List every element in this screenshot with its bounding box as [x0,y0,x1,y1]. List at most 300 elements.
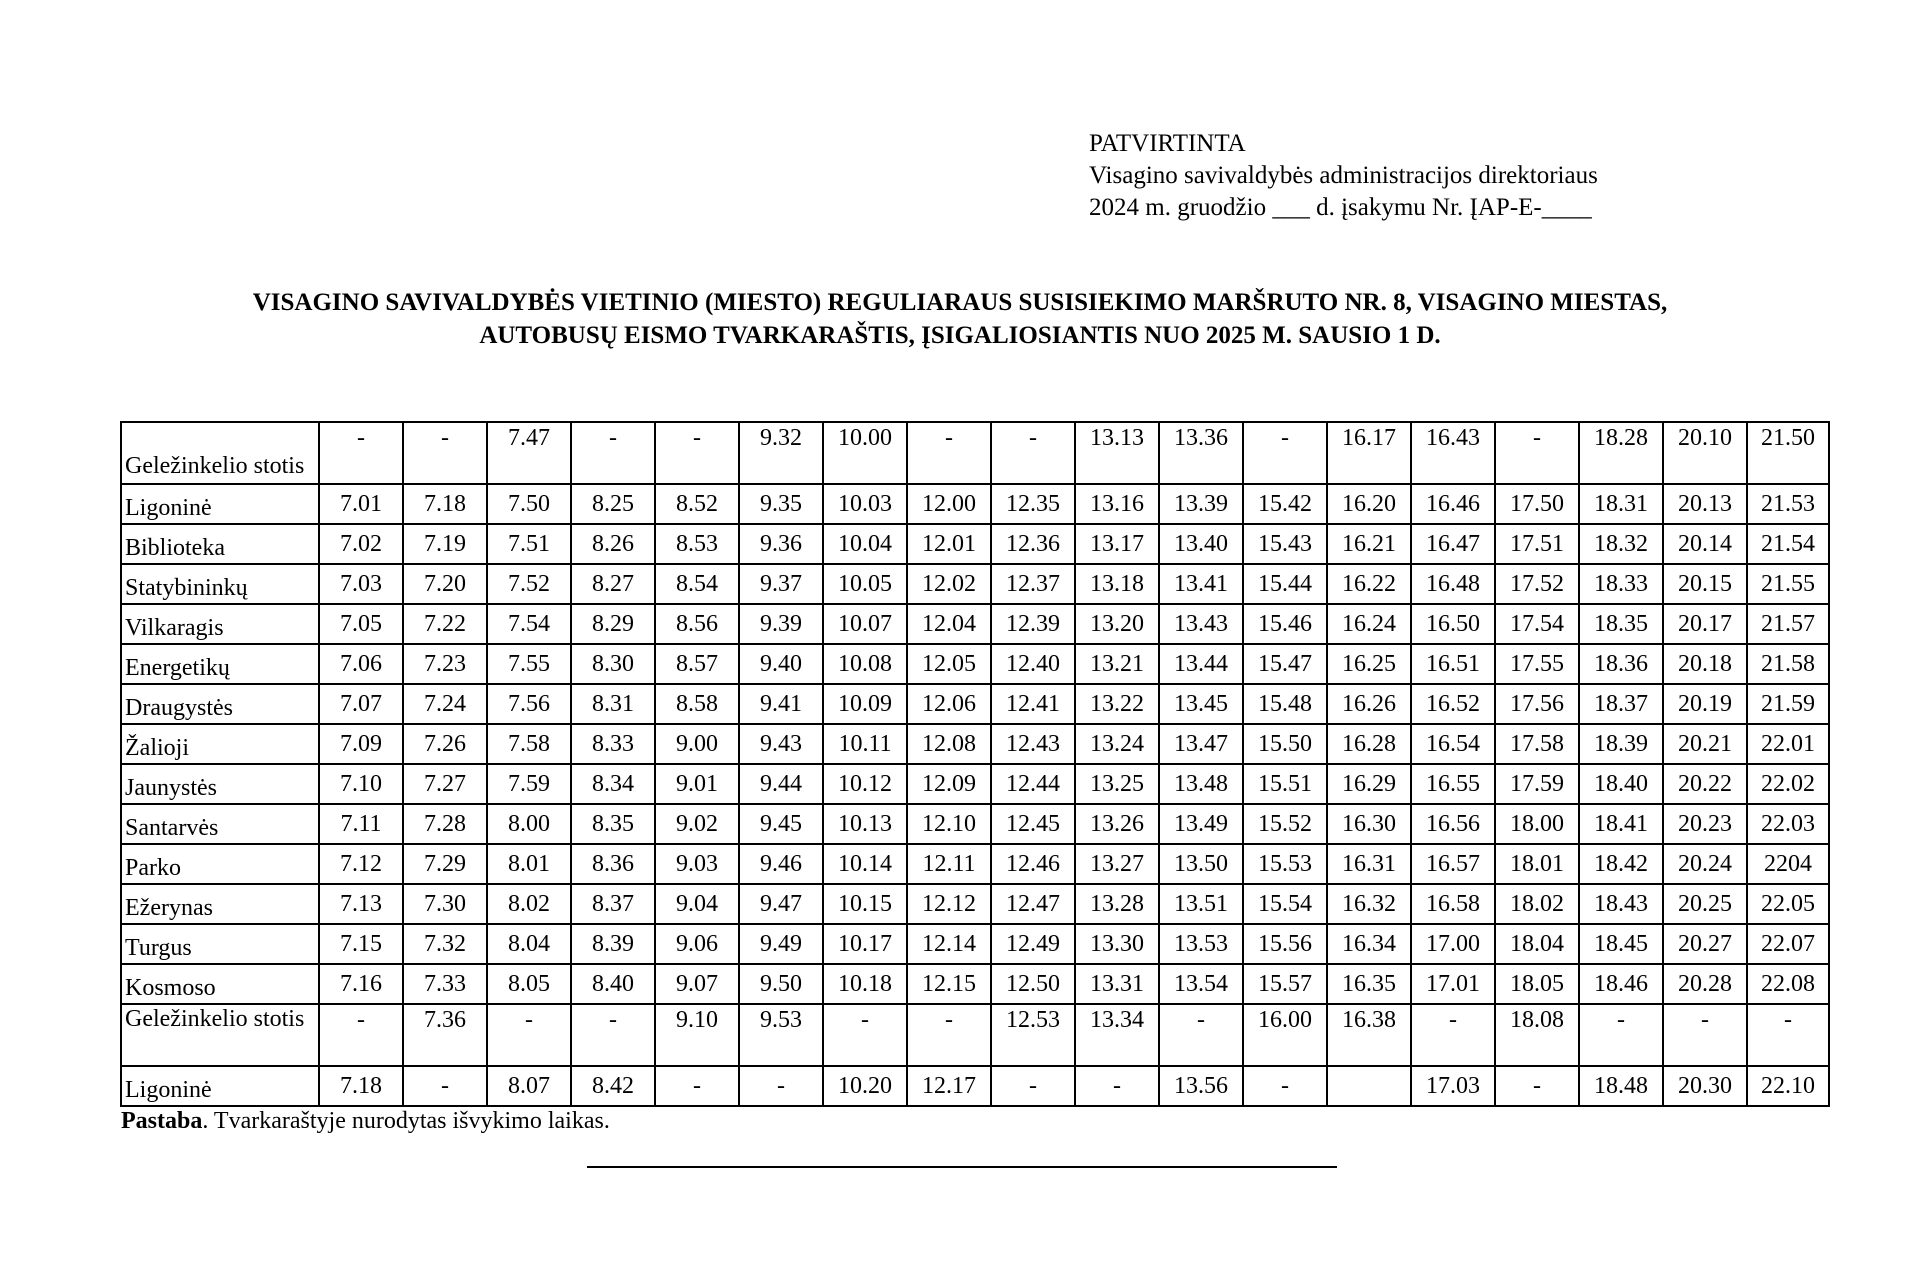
departure-time: 12.01 [907,524,991,564]
departure-time: 7.52 [487,564,571,604]
departure-time: 12.46 [991,844,1075,884]
departure-time: 12.44 [991,764,1075,804]
stop-name: Ežerynas [121,884,319,924]
departure-time: 12.04 [907,604,991,644]
departure-time: - [991,1066,1075,1106]
departure-time: 8.42 [571,1066,655,1106]
departure-time: 9.47 [739,884,823,924]
departure-time: 13.21 [1075,644,1159,684]
departure-time: 22.08 [1747,964,1829,1004]
departure-time: 16.51 [1411,644,1495,684]
departure-time: 7.16 [319,964,403,1004]
departure-time: 7.20 [403,564,487,604]
title-line-2: AUTOBUSŲ EISMO TVARKARAŠTIS, ĮSIGALIOSIANTIS NUO 2025 M. SAUSIO 1 D. [479,322,1441,349]
departure-time: 13.22 [1075,684,1159,724]
departure-time: - [319,1004,403,1066]
note [121,1108,610,1135]
departure-time: 15.57 [1243,964,1327,1004]
departure-time: 7.59 [487,764,571,804]
stop-name: Vilkaragis [121,604,319,644]
departure-time: 7.09 [319,724,403,764]
departure-time: 18.05 [1495,964,1579,1004]
departure-time: 21.50 [1747,422,1829,484]
departure-time: 12.00 [907,484,991,524]
departure-time: 12.12 [907,884,991,924]
departure-time: - [991,422,1075,484]
departure-time [1327,1066,1411,1106]
departure-time: 12.47 [991,884,1075,924]
departure-time: 12.39 [991,604,1075,644]
departure-time: 13.25 [1075,764,1159,804]
departure-time: 12.09 [907,764,991,804]
departure-time: 16.52 [1411,684,1495,724]
stop-name: Žalioji [121,724,319,764]
departure-time: 20.25 [1663,884,1747,924]
departure-time: 16.31 [1327,844,1411,884]
departure-time: 16.56 [1411,804,1495,844]
departure-time: 7.15 [319,924,403,964]
departure-time: 8.57 [655,644,739,684]
departure-time: 18.39 [1579,724,1663,764]
departure-time: 15.43 [1243,524,1327,564]
departure-time: 15.48 [1243,684,1327,724]
departure-time: 8.58 [655,684,739,724]
departure-time: 7.33 [403,964,487,1004]
departure-time: 16.34 [1327,924,1411,964]
departure-time: 7.12 [319,844,403,884]
stop-name: Ligoninė [121,484,319,524]
departure-time: 7.03 [319,564,403,604]
departure-time: 9.00 [655,724,739,764]
departure-time: 20.10 [1663,422,1747,484]
departure-time: 13.43 [1159,604,1243,644]
table-row [121,724,1829,764]
departure-time: 9.44 [739,764,823,804]
departure-time: 8.30 [571,644,655,684]
departure-time: 8.01 [487,844,571,884]
departure-time: 8.33 [571,724,655,764]
departure-time: 18.41 [1579,804,1663,844]
departure-time: 16.58 [1411,884,1495,924]
departure-time: 16.32 [1327,884,1411,924]
departure-time: 17.50 [1495,484,1579,524]
departure-time: 12.41 [991,684,1075,724]
departure-time: 15.44 [1243,564,1327,604]
departure-time: 12.14 [907,924,991,964]
departure-time: 16.00 [1243,1004,1327,1066]
departure-time: 20.28 [1663,964,1747,1004]
departure-time: 18.02 [1495,884,1579,924]
departure-time: 8.52 [655,484,739,524]
departure-time: 9.36 [739,524,823,564]
table-row [121,844,1829,884]
departure-time: 13.17 [1075,524,1159,564]
departure-time: 9.49 [739,924,823,964]
departure-time: 22.07 [1747,924,1829,964]
departure-time: - [739,1066,823,1106]
departure-time: 8.34 [571,764,655,804]
departure-time: - [1411,1004,1495,1066]
departure-time: - [571,422,655,484]
departure-time: 18.08 [1495,1004,1579,1066]
departure-time: 8.54 [655,564,739,604]
departure-time: 20.15 [1663,564,1747,604]
departure-time: 21.58 [1747,644,1829,684]
table-row [121,924,1829,964]
departure-time: 15.47 [1243,644,1327,684]
table-row [121,884,1829,924]
departure-time: - [403,422,487,484]
stop-name: Draugystės [121,684,319,724]
departure-time: 13.18 [1075,564,1159,604]
departure-time: 13.31 [1075,964,1159,1004]
departure-time: 7.32 [403,924,487,964]
table-row [121,764,1829,804]
departure-time: 17.01 [1411,964,1495,1004]
departure-time: 18.37 [1579,684,1663,724]
departure-time: 17.55 [1495,644,1579,684]
departure-time: 18.28 [1579,422,1663,484]
departure-time: 18.35 [1579,604,1663,644]
departure-time: 16.50 [1411,604,1495,644]
departure-time: 16.46 [1411,484,1495,524]
departure-time: 7.36 [403,1004,487,1066]
departure-time: 7.56 [487,684,571,724]
stop-name: Jaunystės [121,764,319,804]
table-row [121,604,1829,644]
departure-time: - [1495,1066,1579,1106]
departure-time: 12.17 [907,1066,991,1106]
departure-time: 7.24 [403,684,487,724]
departure-time: 7.47 [487,422,571,484]
departure-time: 20.24 [1663,844,1747,884]
departure-time: 16.38 [1327,1004,1411,1066]
departure-time: 7.19 [403,524,487,564]
departure-time: 21.55 [1747,564,1829,604]
departure-time: 16.28 [1327,724,1411,764]
departure-time: 7.55 [487,644,571,684]
stop-name: Turgus [121,924,319,964]
departure-time: 15.46 [1243,604,1327,644]
departure-time: 15.56 [1243,924,1327,964]
departure-time: 9.46 [739,844,823,884]
departure-time: 10.13 [823,804,907,844]
departure-time: 8.07 [487,1066,571,1106]
departure-time: 12.37 [991,564,1075,604]
departure-time: 7.28 [403,804,487,844]
departure-time: 18.31 [1579,484,1663,524]
departure-time: 9.03 [655,844,739,884]
departure-time: 10.09 [823,684,907,724]
departure-time: 21.54 [1747,524,1829,564]
departure-time: 18.46 [1579,964,1663,1004]
departure-time: 12.05 [907,644,991,684]
departure-time: - [1243,422,1327,484]
departure-time: 9.02 [655,804,739,844]
departure-time: 13.39 [1159,484,1243,524]
departure-time: 8.25 [571,484,655,524]
departure-time: 7.01 [319,484,403,524]
departure-time: 8.53 [655,524,739,564]
departure-time: 9.39 [739,604,823,644]
departure-time: 21.53 [1747,484,1829,524]
departure-time: 21.59 [1747,684,1829,724]
departure-time: 12.36 [991,524,1075,564]
departure-time: 12.02 [907,564,991,604]
departure-time: 8.31 [571,684,655,724]
departure-time: 15.51 [1243,764,1327,804]
departure-time: 18.01 [1495,844,1579,884]
departure-time: 10.11 [823,724,907,764]
departure-time: 10.03 [823,484,907,524]
stop-name: Ligoninė [121,1066,319,1106]
departure-time: 9.45 [739,804,823,844]
table-row [121,644,1829,684]
departure-time: 7.30 [403,884,487,924]
table-row [121,964,1829,1004]
departure-time: 13.49 [1159,804,1243,844]
departure-time: 12.43 [991,724,1075,764]
departure-time: 9.37 [739,564,823,604]
departure-time: 22.01 [1747,724,1829,764]
departure-time: 8.29 [571,604,655,644]
departure-time: 20.13 [1663,484,1747,524]
departure-time: 7.51 [487,524,571,564]
departure-time: 7.58 [487,724,571,764]
approval-heading: PATVIRTINTA [1089,130,1246,157]
approval-order: 2024 m. gruodžio ___ d. įsakymu Nr. ĮAP-E-____ [1089,194,1592,221]
stop-name: Energetikų [121,644,319,684]
departure-time: 7.06 [319,644,403,684]
departure-time: 13.50 [1159,844,1243,884]
departure-time: 16.20 [1327,484,1411,524]
departure-time: 10.14 [823,844,907,884]
table-row [121,484,1829,524]
departure-time: 13.54 [1159,964,1243,1004]
departure-time: 9.43 [739,724,823,764]
departure-time: - [1747,1004,1829,1066]
departure-time: 12.50 [991,964,1075,1004]
departure-time: 12.49 [991,924,1075,964]
departure-time: 10.18 [823,964,907,1004]
stop-name: Santarvės [121,804,319,844]
departure-time: 17.56 [1495,684,1579,724]
departure-time: 20.17 [1663,604,1747,644]
departure-time: 15.50 [1243,724,1327,764]
departure-time: 13.20 [1075,604,1159,644]
departure-time: 17.59 [1495,764,1579,804]
departure-time: 8.05 [487,964,571,1004]
departure-time: 16.24 [1327,604,1411,644]
departure-time: 7.05 [319,604,403,644]
approval-block [1089,128,1598,224]
departure-time: 12.10 [907,804,991,844]
departure-time: - [655,1066,739,1106]
departure-time: 8.04 [487,924,571,964]
departure-time: 7.50 [487,484,571,524]
departure-time: 16.57 [1411,844,1495,884]
departure-time: 7.02 [319,524,403,564]
departure-time: 13.45 [1159,684,1243,724]
departure-time: 20.23 [1663,804,1747,844]
departure-time: 8.56 [655,604,739,644]
schedule-table [120,421,1830,1107]
departure-time: 7.18 [319,1066,403,1106]
departure-time: 13.16 [1075,484,1159,524]
title-line-1: VISAGINO SAVIVALDYBĖS VIETINIO (MIESTO) REGULIARAUS SUSISIEKIMO MARŠRUTO NR. 8, VISAGINO MIESTAS, [252,289,1668,316]
departure-time: 20.21 [1663,724,1747,764]
departure-time: 7.07 [319,684,403,724]
departure-time: 15.52 [1243,804,1327,844]
departure-time: 15.42 [1243,484,1327,524]
departure-time: 17.51 [1495,524,1579,564]
departure-time: 18.36 [1579,644,1663,684]
departure-time: 22.05 [1747,884,1829,924]
document-title [0,286,1920,352]
departure-time: 8.40 [571,964,655,1004]
departure-time: - [907,422,991,484]
departure-time: 10.17 [823,924,907,964]
departure-time: 12.53 [991,1004,1075,1066]
departure-time: 2204 [1747,844,1829,884]
departure-time: 13.34 [1075,1004,1159,1066]
departure-time: 18.42 [1579,844,1663,884]
departure-time: 9.01 [655,764,739,804]
stop-name: Parko [121,844,319,884]
departure-time: 10.20 [823,1066,907,1106]
departure-time: - [823,1004,907,1066]
departure-time: 9.50 [739,964,823,1004]
table-row [121,564,1829,604]
departure-time: 10.00 [823,422,907,484]
departure-time: 13.30 [1075,924,1159,964]
departure-time: - [1495,422,1579,484]
departure-time: - [1579,1004,1663,1066]
departure-time: 18.33 [1579,564,1663,604]
departure-time: - [1075,1066,1159,1106]
departure-time: 22.03 [1747,804,1829,844]
departure-time: 16.54 [1411,724,1495,764]
note-text: . Tvarkaraštyje nurodytas išvykimo laikas. [202,1108,610,1134]
departure-time: 21.57 [1747,604,1829,644]
departure-time: 10.08 [823,644,907,684]
departure-time: 10.05 [823,564,907,604]
departure-time: 10.12 [823,764,907,804]
departure-time: 7.10 [319,764,403,804]
table-row [121,804,1829,844]
departure-time: 16.25 [1327,644,1411,684]
table-row [121,684,1829,724]
departure-time: 20.18 [1663,644,1747,684]
table-row [121,1066,1829,1106]
table-row [121,422,1829,484]
departure-time: 16.47 [1411,524,1495,564]
departure-time: 10.07 [823,604,907,644]
departure-time: 9.07 [655,964,739,1004]
departure-time: 12.08 [907,724,991,764]
departure-time: 15.54 [1243,884,1327,924]
departure-time: 18.45 [1579,924,1663,964]
departure-time: 16.48 [1411,564,1495,604]
departure-time: 16.29 [1327,764,1411,804]
departure-time: 8.39 [571,924,655,964]
departure-time: 8.00 [487,804,571,844]
table-row [121,524,1829,564]
departure-time: 13.53 [1159,924,1243,964]
departure-time: 8.35 [571,804,655,844]
departure-time: 16.55 [1411,764,1495,804]
departure-time: 8.27 [571,564,655,604]
departure-time: - [655,422,739,484]
departure-time: - [319,422,403,484]
departure-time: - [403,1066,487,1106]
departure-time: - [1159,1004,1243,1066]
departure-time: 13.47 [1159,724,1243,764]
departure-time: 18.32 [1579,524,1663,564]
departure-time: 9.35 [739,484,823,524]
departure-time: 13.28 [1075,884,1159,924]
departure-time: 7.27 [403,764,487,804]
departure-time: 9.10 [655,1004,739,1066]
departure-time: 16.43 [1411,422,1495,484]
departure-time: 12.40 [991,644,1075,684]
departure-time: 7.11 [319,804,403,844]
departure-time: 9.53 [739,1004,823,1066]
divider-line [587,1166,1337,1168]
departure-time: 17.03 [1411,1066,1495,1106]
departure-time: 16.22 [1327,564,1411,604]
departure-time: 8.02 [487,884,571,924]
departure-time: 8.36 [571,844,655,884]
departure-time: - [1663,1004,1747,1066]
departure-time: 13.56 [1159,1066,1243,1106]
departure-time: 16.26 [1327,684,1411,724]
departure-time: 13.13 [1075,422,1159,484]
departure-time: 18.48 [1579,1066,1663,1106]
departure-time: 18.43 [1579,884,1663,924]
departure-time: 7.18 [403,484,487,524]
departure-time: 20.14 [1663,524,1747,564]
stop-name: Statybininkų [121,564,319,604]
departure-time: 17.54 [1495,604,1579,644]
departure-time: 12.35 [991,484,1075,524]
departure-time: 20.22 [1663,764,1747,804]
departure-time: 17.52 [1495,564,1579,604]
table-row [121,1004,1829,1066]
departure-time: 12.15 [907,964,991,1004]
departure-time: 13.51 [1159,884,1243,924]
departure-time: 22.02 [1747,764,1829,804]
departure-time: 16.17 [1327,422,1411,484]
stop-name: Geležinkelio stotis [121,1004,319,1066]
departure-time: 9.40 [739,644,823,684]
departure-time: 7.22 [403,604,487,644]
departure-time: 13.48 [1159,764,1243,804]
departure-time: 13.24 [1075,724,1159,764]
stop-name: Kosmoso [121,964,319,1004]
departure-time: 9.32 [739,422,823,484]
departure-time: 15.53 [1243,844,1327,884]
departure-time: 10.04 [823,524,907,564]
departure-time: 13.44 [1159,644,1243,684]
departure-time: 18.00 [1495,804,1579,844]
departure-time: - [571,1004,655,1066]
departure-time: 13.41 [1159,564,1243,604]
note-label: Pastaba [121,1108,203,1134]
departure-time: 20.27 [1663,924,1747,964]
departure-time: 7.29 [403,844,487,884]
departure-time: 12.06 [907,684,991,724]
